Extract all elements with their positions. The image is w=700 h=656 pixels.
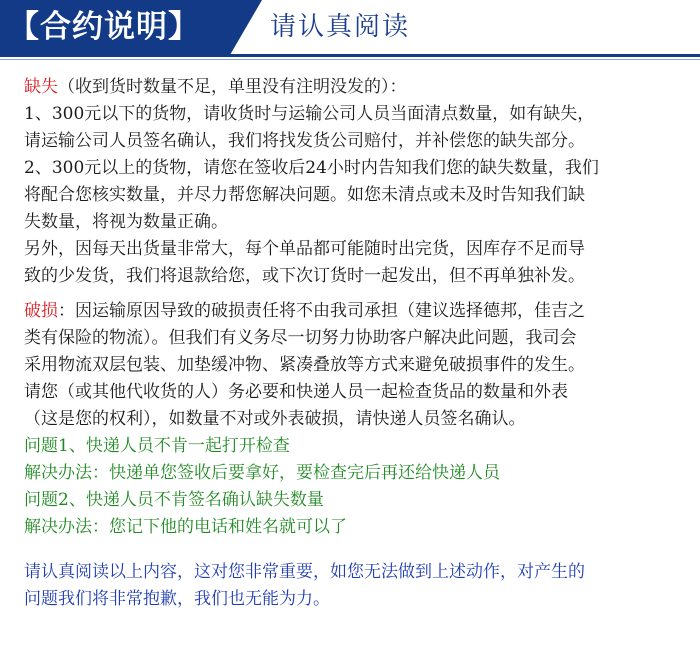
faq-answer: 解决办法：快递单您签收后要拿好，要检查完后再还给快递人员 [24, 463, 500, 483]
section-gap [24, 541, 688, 559]
damage-first-line: ：因运输原因导致的破损责任将不由我司承担（建议选择德邦，佳吉之 [58, 301, 585, 321]
shortage-line: 将配合您核实数量，并尽力帮您解决问题。如您未清点或未及时告知我们缺 [24, 185, 585, 205]
damage-line: 采用物流双层包装、加垫缓冲物、紧凑叠放等方式来避免破损事件的发生。 [24, 355, 585, 375]
closing-line: 问题我们将非常抱歉，我们也无能为力。 [24, 589, 330, 609]
shortage-label: 缺失 [24, 77, 58, 97]
shortage-line: 致的少发货，我们将退款给您，或下次订货时一起发出，但不再单独补发。 [24, 266, 585, 286]
faq-question: 问题1、快递人员不肯一起打开检查 [24, 436, 290, 456]
faq-question: 问题2、快递人员不肯签名确认缺失数量 [24, 490, 324, 510]
shortage-heading [24, 74, 688, 101]
section-gap [24, 290, 688, 298]
damage-line: 请您（或其他代收货的人）务必要和快递人员一起检查货品的数量和外表 [24, 382, 568, 402]
page-subtitle: 请认真阅读 [270, 12, 411, 42]
shortage-line: 1、300元以下的货物，请收货时与运输公司人员当面清点数量，如有缺失， [24, 104, 595, 124]
shortage-note: （收到货时数量不足，单里没有注明没发的）： [58, 77, 407, 97]
closing-line: 请认真阅读以上内容，这对您非常重要，如您无法做到上述动作，对产生的 [24, 562, 585, 582]
damage-line: 类有保险的物流）。但我们有义务尽一切努力协助客户解决此问题，我司会 [24, 328, 577, 348]
shortage-line: 请运输公司人员签名确认，我们将找发货公司赔付，并补偿您的缺失部分。 [24, 131, 585, 151]
damage-heading [24, 298, 688, 325]
damage-label: 破损 [24, 301, 58, 321]
contract-body [24, 74, 688, 613]
shortage-line: 2、300元以上的货物，请您在签收后24小时内告知我们您的缺失数量，我们 [24, 158, 599, 178]
faq-answer: 解决办法：您记下他的电话和姓名就可以了 [24, 517, 347, 537]
damage-line: （这是您的权利），如数量不对或外表破损，请快递人员签名确认。 [24, 409, 526, 429]
header-banner [0, 0, 700, 62]
shortage-line: 失数量，将视为数量正确。 [24, 212, 228, 232]
page-title: 【合约说明】 [8, 9, 200, 45]
header-divider [0, 54, 700, 57]
shortage-line: 另外，因每天出货量非常大，每个单品都可能随时出完货，因库存不足而导 [24, 239, 585, 259]
header-divider-thin [0, 59, 700, 60]
